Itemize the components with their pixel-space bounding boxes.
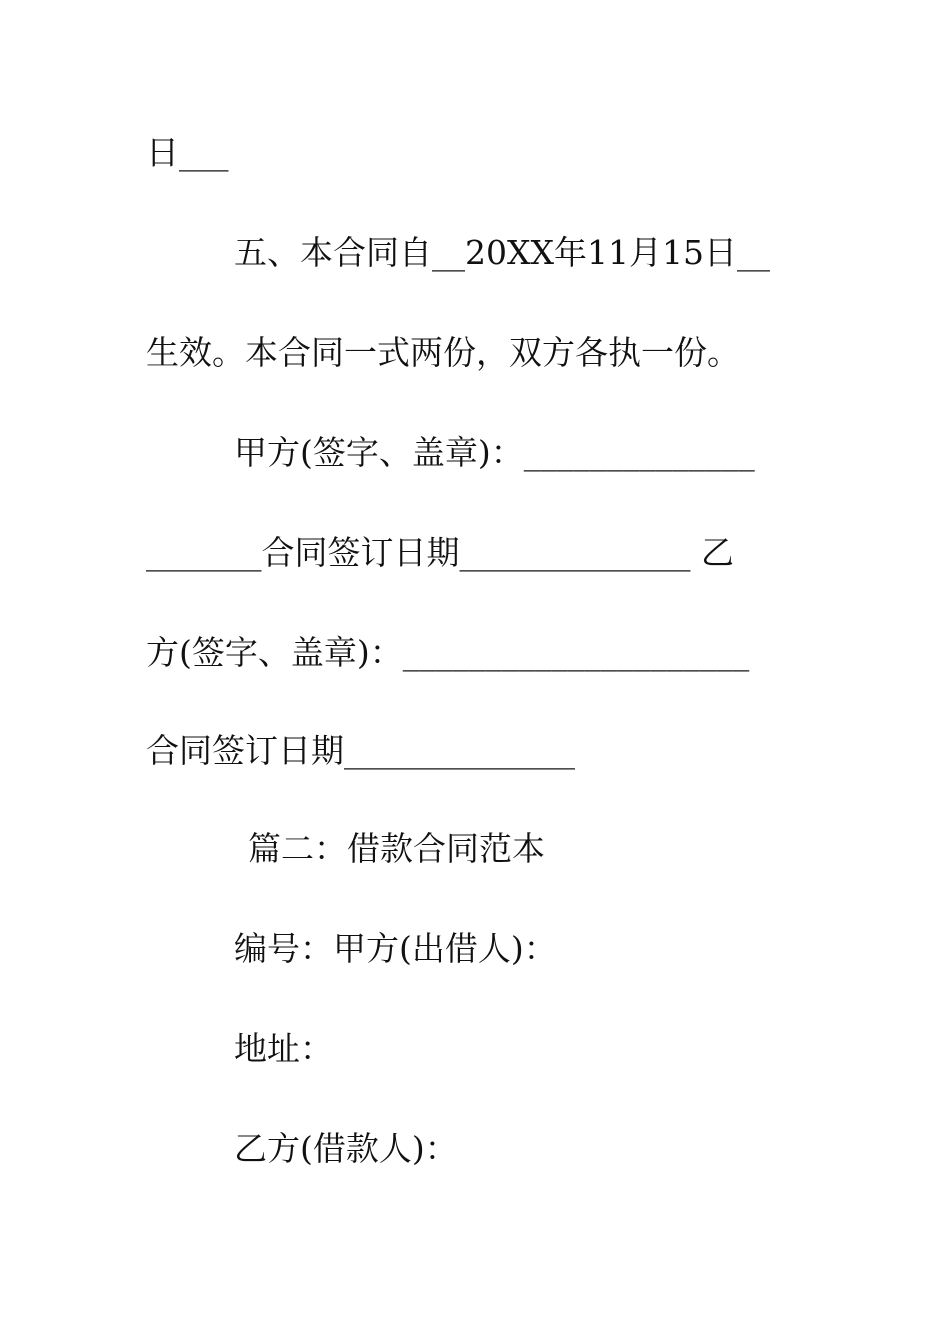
borrower-line: 乙方(借款人)： — [234, 1129, 458, 1168]
clause-five-line: 五、本合同自__20XX年11月15日__ — [234, 233, 770, 272]
signing-date-line: _______合同签订日期______________ 乙 — [146, 533, 734, 572]
address-line: 地址： — [234, 1029, 333, 1068]
signing-date-line: 合同签订日期______________ — [146, 731, 575, 770]
text-line: 日___ — [146, 133, 229, 172]
party-b-signature-line: 方(签字、盖章)：_____________________ — [146, 633, 750, 672]
section-heading: 篇二：借款合同范本 — [248, 829, 545, 868]
party-a-signature-line: 甲方(签字、盖章)：______________ — [234, 433, 755, 472]
text-line: 生效。本合同一式两份，双方各执一份。 — [146, 333, 740, 372]
number-lender-line: 编号：甲方(出借人)： — [234, 929, 557, 968]
